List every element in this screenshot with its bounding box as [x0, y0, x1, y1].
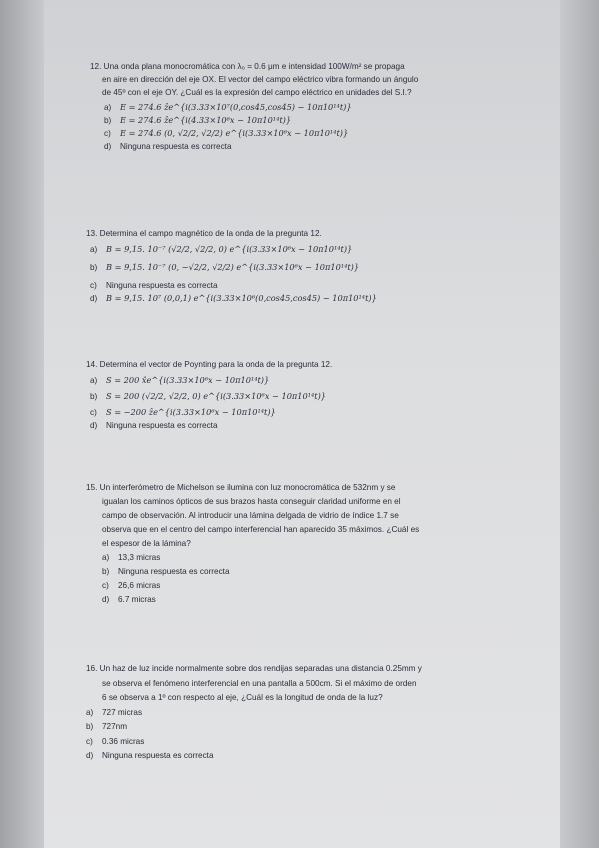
question-15 — [86, 481, 536, 607]
option-b: b) 727nm — [86, 722, 128, 731]
question-12 — [90, 60, 530, 153]
question-stem-line: observa que en el centro del campo interferencial han aparecido 35 máximos. ¿Cuál es — [102, 525, 420, 534]
option-a: a) S = 200 x̂e^{i(3.33×10⁶x − 10π10¹⁴t)} — [90, 375, 270, 385]
option-d: d) B = 9,15. 10⁷ (0,0,1) e^{i(3.33×10⁶(0,cos45,cos45) − 10π10¹⁴t)} — [90, 293, 377, 303]
question-16 — [86, 662, 542, 764]
question-stem-line: 16. Un haz de luz incide normalmente sobre dos rendijas separadas una distancia 0.25mm y — [86, 664, 422, 673]
option-a: a) E = 274.6 ẑe^{i(3.33×10⁷(0,cos45,cos45) − 10π10¹⁴t)} — [104, 102, 352, 112]
question-13 — [86, 227, 526, 305]
question-stem-line: se observa el fenómeno interferencial en una pantalla a 500cm. Si el máximo de orden — [102, 678, 417, 688]
option-d: d) Ninguna respuesta es correcta — [86, 751, 214, 760]
option-c: c) S = −200 ẑe^{i(3.33×10⁶x − 10π10¹⁴t)} — [90, 407, 276, 417]
option-d: d) Ninguna respuesta es correcta — [90, 421, 218, 430]
question-stem-line: campo de observación. Al introducir una lámina delgada de vidrio de índice 1.7 se — [102, 511, 399, 520]
question-stem-line: 14. Determina el vector de Poynting para la onda de la pregunta 12. — [86, 360, 333, 369]
question-stem-line: en aire en dirección del eje OX. El vector del campo eléctrico vibra formando un ángulo — [102, 75, 419, 84]
question-stem-line: 15. Un interferómetro de Michelson se ilumina con luz monocromática de 532nm y se — [86, 483, 396, 492]
question-stem-line: el espesor de la lámina? — [102, 539, 191, 548]
option-b: b) S = 200 (√2/2, √2/2, 0) e^{i(3.33×10⁶x − 10π10¹⁴t)} — [90, 391, 326, 401]
question-stem-line: 12. Una onda plana monocromática con λ₀ = 0.6 μm e intensidad 100W/m² se propaga — [90, 62, 405, 71]
option-d: d) 6.7 micras — [102, 595, 156, 604]
option-a: a) 13,3 micras — [102, 553, 161, 562]
option-b: b) Ninguna respuesta es correcta — [102, 567, 230, 576]
option-a: a) 727 micras — [86, 707, 143, 717]
option-c: c) 26,6 micras — [102, 581, 161, 590]
question-stem-line: 6 se observa a 1º con respecto al eje, ¿Cuál es la longitud de onda de la luz? — [102, 693, 383, 702]
option-a: a) B = 9,15. 10⁻⁷ (√2/2, √2/2, 0) e^{i(3.33×10⁶x − 10π10¹⁴t)} — [90, 244, 353, 254]
question-stem-line: igualan los caminos ópticos de sus brazos hasta conseguir claridad uniforme en el — [102, 497, 401, 506]
question-stem-line: 13. Determina el campo magnético de la onda de la pregunta 12. — [86, 229, 322, 238]
option-b: b) E = 274.6 ẑe^{i(4.33×10⁶x − 10π10¹⁴t)} — [104, 115, 292, 125]
option-d: d) Ninguna respuesta es correcta — [104, 142, 232, 151]
page-shadow-left — [0, 0, 44, 848]
question-stem-line: de 45º con el eje OY. ¿Cuál es la expresión del campo eléctrico en unidades del S.I.? — [102, 88, 412, 97]
option-c: c) 0.36 micras — [86, 736, 145, 746]
question-14 — [86, 358, 526, 432]
option-b: b) B = 9,15. 10⁻⁷ (0, −√2/2, √2/2) e^{i(3.33×10⁶x − 10π10¹⁴t)} — [90, 262, 360, 272]
option-c: c) E = 274.6 (0, √2/2, √2/2) e^{i(3.33×10⁶x − 10π10¹⁴t)} — [104, 128, 349, 138]
page-shadow-right — [560, 0, 599, 848]
option-c: c) Ninguna respuesta es correcta — [90, 281, 218, 290]
